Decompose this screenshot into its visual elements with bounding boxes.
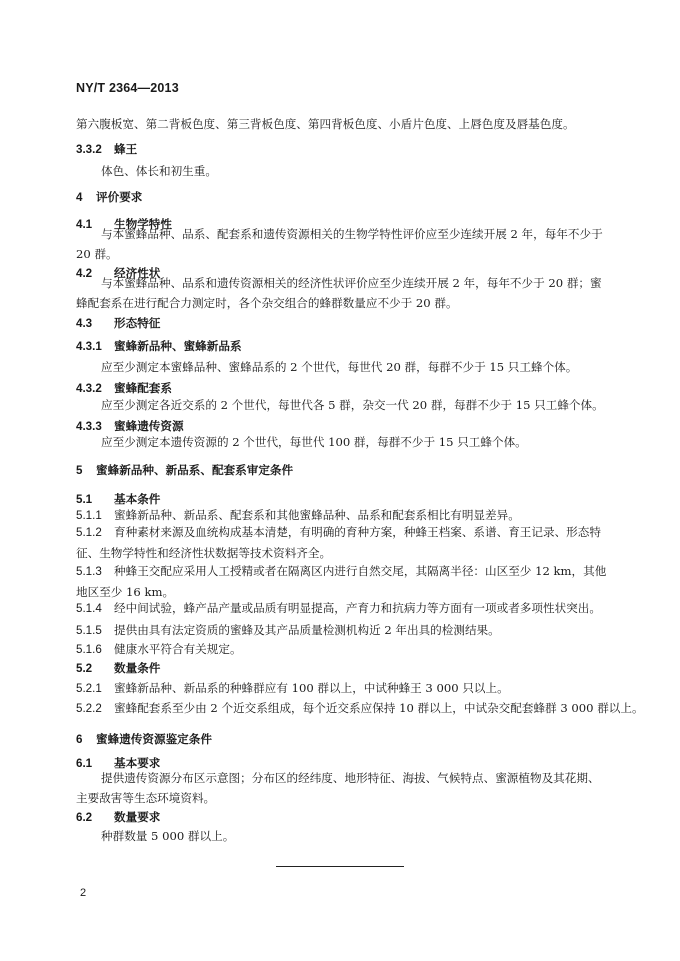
paragraph: 与本蜜蜂品种、品系、配套系和遗传资源相关的生物学特性评价应至少连续开展 2 年，每年不少于 20 群。 xyxy=(76,227,603,261)
paragraph-text: 育种素材来源及血统构成基本清楚，有明确的育种方案，种蜂王档案、系谱、育王记录、形态特征、生物学特性和经济性状数据等技术资料齐全。 xyxy=(76,525,601,560)
section-number: 5.2.1 xyxy=(76,682,102,695)
numbered-paragraph xyxy=(76,522,607,563)
section-number: 4.2 xyxy=(76,267,93,280)
section-heading xyxy=(76,732,212,747)
section-heading xyxy=(76,419,184,434)
section-number: 5.2.2 xyxy=(76,702,102,715)
section-title: 蜜蜂遗传资源 xyxy=(114,419,184,433)
section-number: 5.1.3 xyxy=(76,565,102,578)
section-title: 基本要求 xyxy=(114,756,161,770)
section-title: 形态特征 xyxy=(114,316,161,330)
section-number: 4.1 xyxy=(76,218,93,231)
section-number: 6.1 xyxy=(76,757,93,770)
section-heading xyxy=(76,463,293,478)
section-title: 蜂王 xyxy=(114,142,138,156)
section-title: 经济性状 xyxy=(114,266,161,280)
numbered-paragraph xyxy=(76,623,500,638)
section-heading xyxy=(76,492,160,507)
section-number: 3.3.2 xyxy=(76,143,102,156)
section-title: 蜜蜂遗传资源鉴定条件 xyxy=(96,732,212,746)
section-title: 评价要求 xyxy=(96,190,143,204)
section-title: 基本条件 xyxy=(114,492,161,506)
section-heading xyxy=(76,316,160,331)
section-title: 蜜蜂配套系 xyxy=(114,381,172,395)
paragraph-text: 提供由具有法定资质的蜜蜂及其产品质量检测机构近 2 年出具的检测结果。 xyxy=(114,623,500,637)
paragraph: 第六腹板宽、第二背板色度、第三背板色度、第四背板色度、小盾片色度、上唇色度及唇基色度。 xyxy=(76,117,575,131)
numbered-paragraph xyxy=(76,642,242,657)
section-title: 蜜蜂新品种、新品系、配套系审定条件 xyxy=(96,463,294,477)
paragraph-text: 蜜蜂配套系至少由 2 个近交系组成，每个近交系应保持 10 群以上，中试杂交配套蜂群 3 000 群以上。 xyxy=(114,701,644,715)
section-heading xyxy=(76,142,137,157)
section-number: 5.1 xyxy=(76,493,93,506)
section-heading xyxy=(76,190,142,205)
section-heading xyxy=(76,381,172,396)
section-title: 数量要求 xyxy=(114,810,161,824)
section-number: 4.3 xyxy=(76,317,93,330)
paragraph-text: 蜜蜂新品种、新品系的种蜂群应有 100 群以上，中试种蜂王 3 000 只以上。 xyxy=(114,681,509,695)
section-number: 6 xyxy=(76,733,83,746)
paragraph-text: 种蜂王交配应采用人工授精或者在隔离区内进行自然交尾，其隔离半径：山区至少 12 km，其他地区至少 16 km。 xyxy=(76,564,607,599)
section-number: 4.3.3 xyxy=(76,420,102,433)
paragraph-text: 经中间试验，蜂产品产量或品质有明显提高，产育力和抗病力等方面有一项或者多项性状突出。 xyxy=(114,601,601,615)
section-title: 生物学特性 xyxy=(114,217,172,231)
numbered-paragraph xyxy=(76,701,644,716)
paragraph: 应至少测定各近交系的 2 个世代，每世代各 5 群，杂交一代 20 群，每群不少于 15 只工蜂个体。 xyxy=(101,398,604,412)
paragraph: 提供遗传资源分布区示意图；分布区的经纬度、地形特征、海拔、气候特点、蜜源植物及其花期、主要敌害等生态环境资料。 xyxy=(76,771,600,805)
numbered-paragraph xyxy=(76,681,509,696)
section-number: 5.2 xyxy=(76,662,93,675)
section-number: 4.3.2 xyxy=(76,382,102,395)
numbered-paragraph xyxy=(76,601,601,616)
numbered-paragraph xyxy=(76,561,607,602)
section-number: 4.3.1 xyxy=(76,340,102,353)
paragraph-text: 健康水平符合有关规定。 xyxy=(114,642,242,656)
paragraph: 体色、体长和初生重。 xyxy=(101,164,217,178)
paragraph: 与本蜜蜂品种、品系和遗传资源相关的经济性状评价应至少连续开展 2 年，每年不少于 20 群；蜜蜂配套系在进行配合力测定时，各个杂交组合的蜂群数量应不少于 20 群。 xyxy=(76,276,602,310)
section-number: 5.1.6 xyxy=(76,643,102,656)
paragraph: 应至少测定本蜜蜂品种、蜜蜂品系的 2 个世代，每世代 20 群，每群不少于 15 只工蜂个体。 xyxy=(101,360,578,374)
section-heading xyxy=(76,810,160,825)
section-number: 5.1.1 xyxy=(76,509,102,522)
page-number: 2 xyxy=(80,887,87,899)
section-number: 5.1.2 xyxy=(76,526,102,539)
standard-code: NY/T 2364—2013 xyxy=(76,81,179,95)
section-heading xyxy=(76,339,242,354)
numbered-paragraph xyxy=(76,508,520,523)
section-number: 5.1.5 xyxy=(76,624,102,637)
paragraph: 种群数量 5 000 群以上。 xyxy=(101,829,235,843)
section-number: 6.2 xyxy=(76,811,93,824)
section-number: 5.1.4 xyxy=(76,602,102,615)
end-rule xyxy=(276,866,404,867)
paragraph: 应至少测定本遗传资源的 2 个世代，每世代 100 群，每群不少于 15 只工蜂个体。 xyxy=(101,435,527,449)
section-number: 5 xyxy=(76,464,83,477)
section-title: 数量条件 xyxy=(114,661,161,675)
paragraph-text: 蜜蜂新品种、新品系、配套系和其他蜜蜂品种、品系和配套系相比有明显差异。 xyxy=(114,508,520,522)
section-title: 蜜蜂新品种、蜜蜂新品系 xyxy=(114,339,242,353)
section-number: 4 xyxy=(76,191,83,204)
section-heading xyxy=(76,661,160,676)
